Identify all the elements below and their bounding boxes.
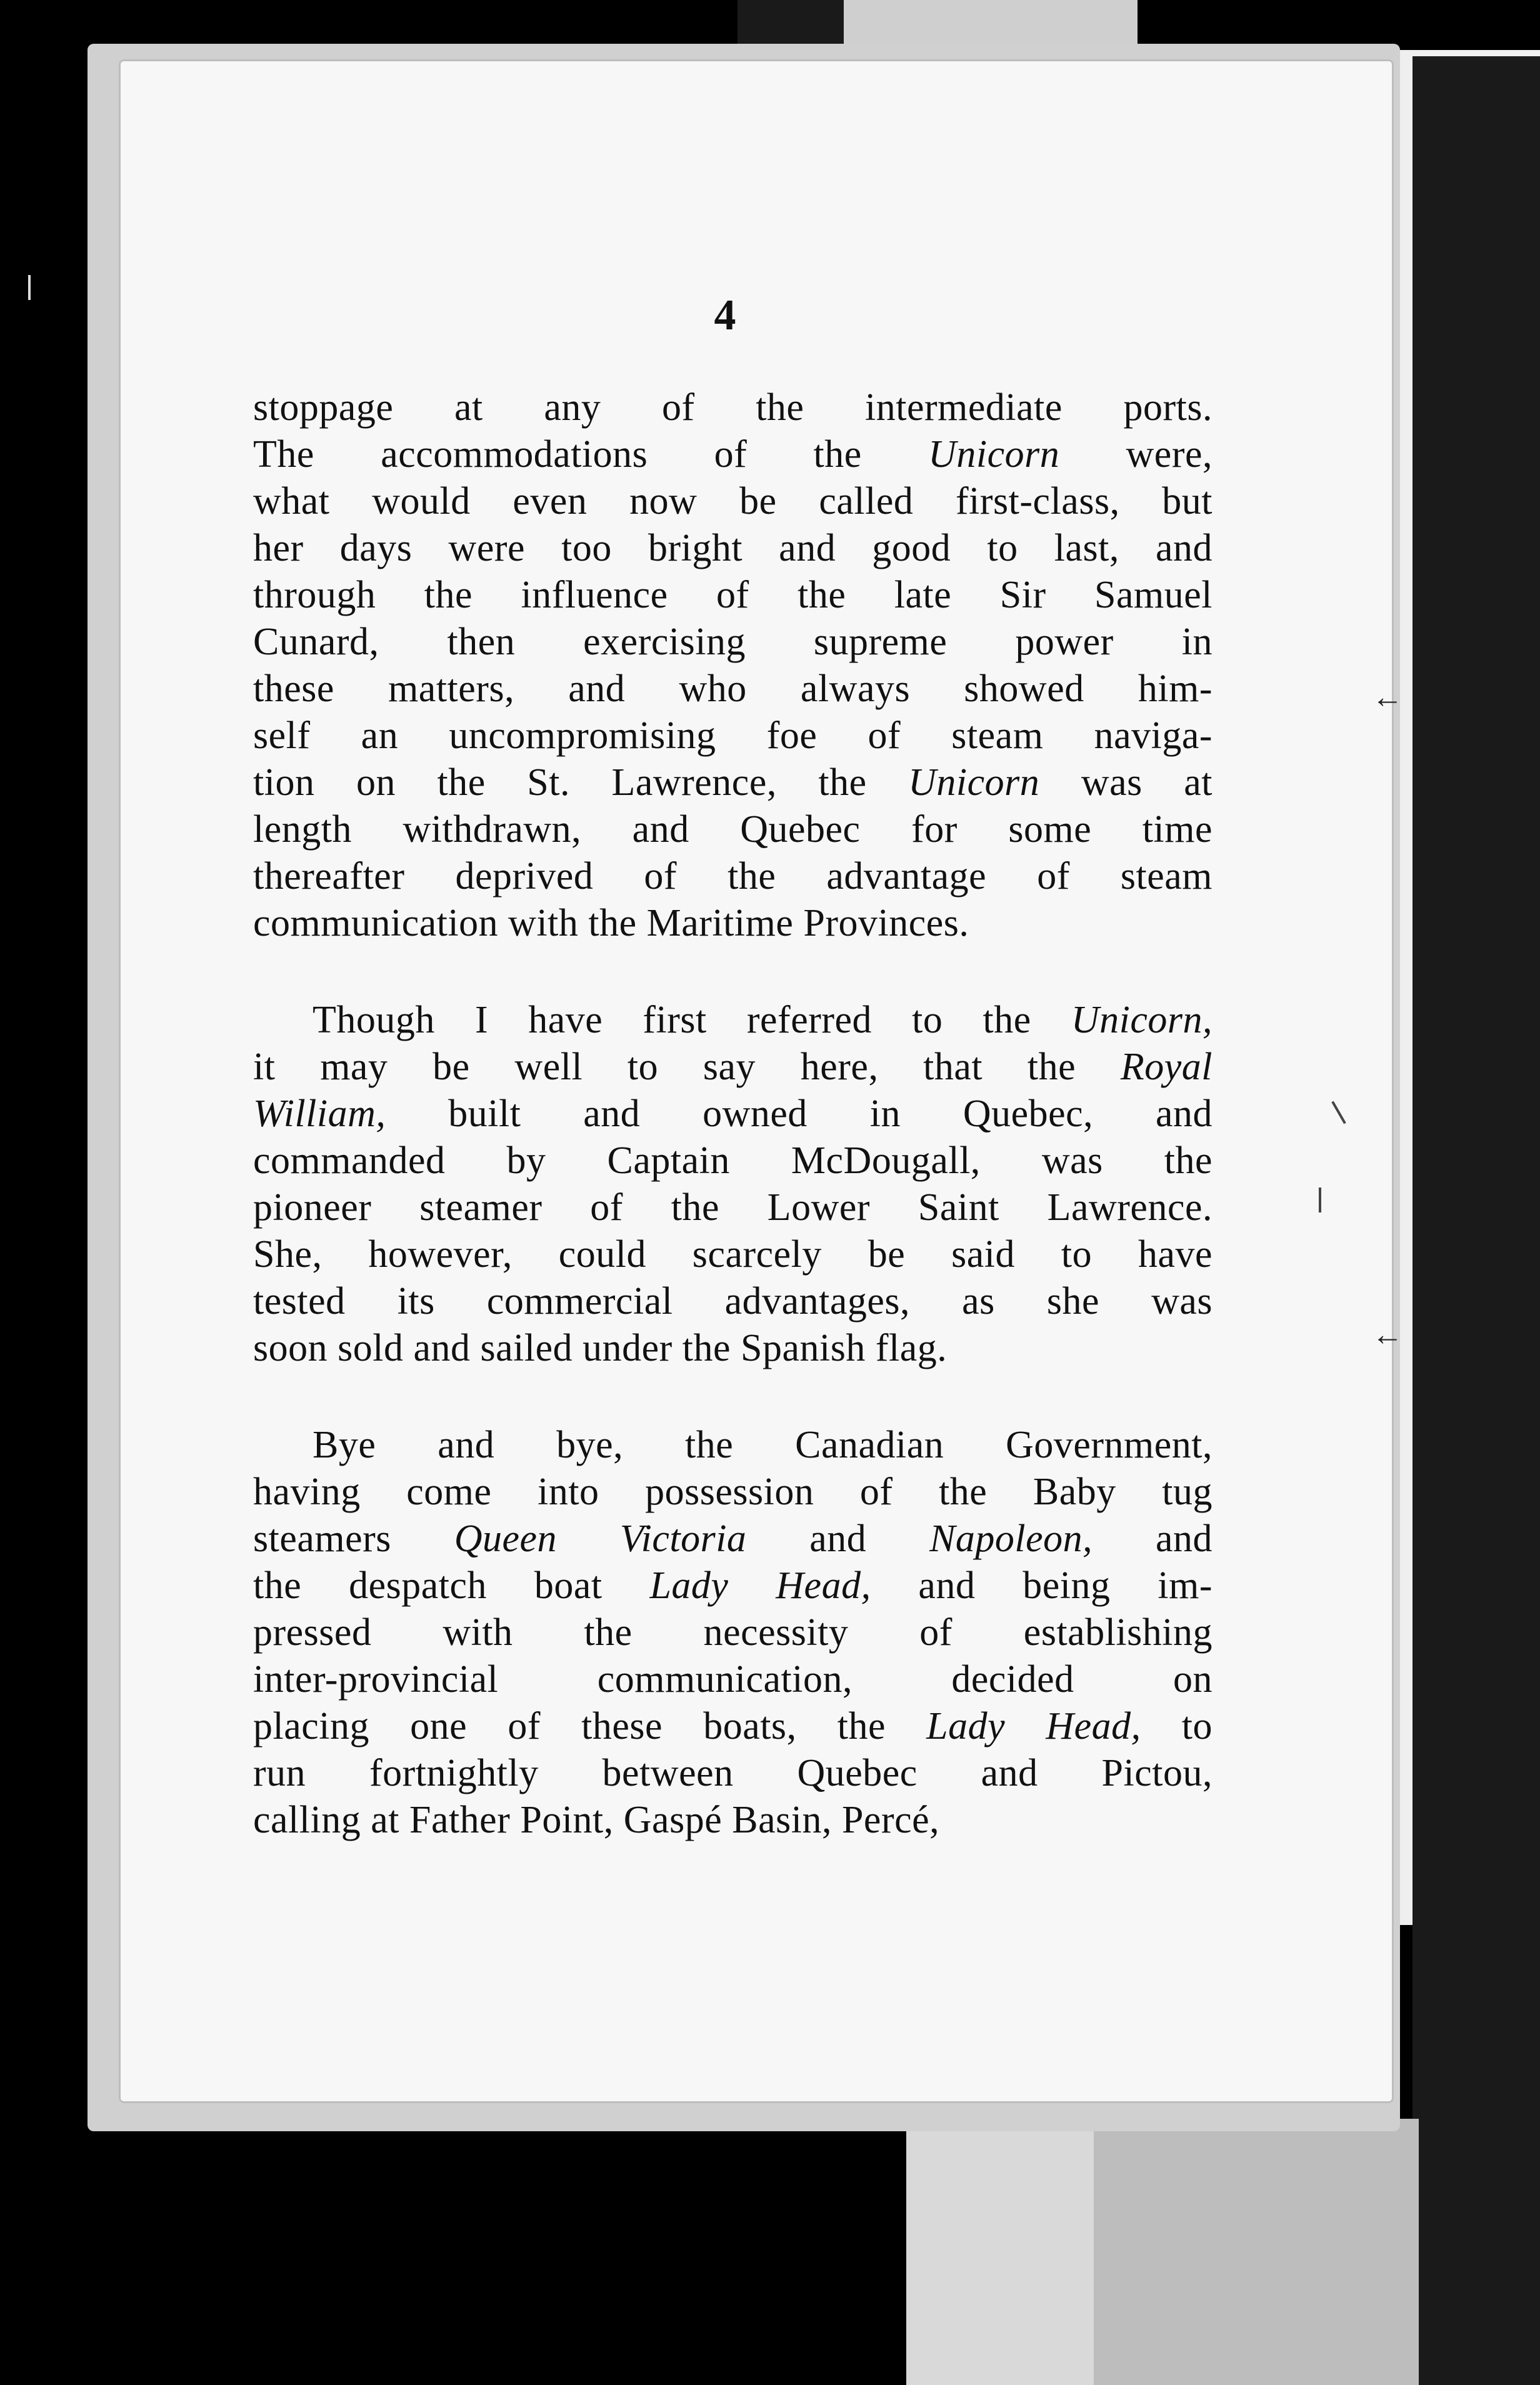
italic-text: Unicorn, (1071, 999, 1212, 1041)
text-line (253, 384, 1212, 431)
page-number: 4 (714, 291, 736, 339)
text-line (253, 1609, 1212, 1656)
text-run: Though I have first referred to the (312, 999, 1071, 1041)
text-line (253, 806, 1212, 853)
top-background-dark-strip (738, 0, 844, 50)
text-run: steamers (253, 1518, 454, 1560)
text-line (253, 1422, 1212, 1469)
margin-arrow-icon: ← (1372, 1317, 1403, 1352)
italic-text: Unicorn (908, 761, 1040, 804)
text-line (253, 1516, 1212, 1562)
italic-text: Queen Victoria (454, 1518, 747, 1560)
text-run: run fortnightly between Quebec and Pictou, (253, 1752, 1212, 1794)
text-run: tion on the St. Lawrence, the (253, 761, 909, 804)
text-run: it may be well to say here, that the (253, 1046, 1121, 1088)
right-background (1412, 56, 1540, 2385)
margin-tick-mark (28, 275, 31, 300)
text-line (253, 1091, 1212, 1138)
body-text (253, 384, 1212, 1844)
italic-text: Lady Head, (649, 1564, 871, 1607)
text-line (253, 900, 1212, 947)
text-line (253, 1469, 1212, 1516)
margin-arrow-icon: ← (1372, 679, 1403, 714)
text-run: stoppage at any of the intermediate ports. (253, 386, 1212, 429)
bottom-binding-strip-dark (1094, 2119, 1419, 2385)
text-run: these matters, and who always showed him- (253, 668, 1212, 710)
margin-tick-mark (1319, 1188, 1321, 1212)
text-run: built and owned in Quebec, and (386, 1092, 1212, 1135)
text-run: were, (1059, 433, 1212, 476)
text-run: inter-provincial communication, decided on (253, 1658, 1212, 1701)
text-line (253, 997, 1212, 1044)
text-line (253, 1278, 1212, 1325)
text-run: the despatch boat (253, 1564, 650, 1607)
text-line (253, 431, 1212, 478)
italic-text: Unicorn (928, 433, 1060, 476)
text-run: what would even now be called first-class, but (253, 480, 1212, 522)
text-run: pressed with the necessity of establishing (253, 1611, 1212, 1654)
paragraph (253, 1422, 1212, 1844)
text-line (253, 712, 1212, 759)
text-line (253, 1044, 1212, 1091)
paragraph (253, 997, 1212, 1372)
text-run: length withdrawn, and Quebec for some time (253, 808, 1212, 851)
text-run: Cunard, then exercising supreme power in (253, 621, 1212, 663)
text-run: soon sold and sailed under the Spanish flag. (253, 1327, 948, 1369)
text-line (253, 1656, 1212, 1703)
text-run: her days were too bright and good to last, and (253, 527, 1212, 569)
text-line (253, 1231, 1212, 1278)
text-run: commanded by Captain McDougall, was the (253, 1139, 1212, 1182)
italic-text: Napoleon, (929, 1518, 1093, 1560)
text-line (253, 759, 1212, 806)
text-line (253, 478, 1212, 525)
text-line (253, 572, 1212, 619)
text-line (253, 619, 1212, 666)
text-run: having come into possession of the Baby tug (253, 1471, 1212, 1513)
text-line (253, 1562, 1212, 1609)
text-run: Bye and bye, the Canadian Government, (312, 1424, 1212, 1466)
text-run: and (746, 1518, 930, 1560)
italic-text: Royal (1120, 1046, 1212, 1088)
text-run: tested its commercial advantages, as she was (253, 1280, 1212, 1322)
text-line (253, 666, 1212, 712)
text-run: and being im- (871, 1564, 1212, 1607)
text-run: to (1141, 1705, 1212, 1748)
text-run: The accommodations of the (253, 433, 929, 476)
text-run: self an uncompromising foe of steam naviga- (253, 714, 1212, 757)
text-run: through the influence of the late Sir Samuel (253, 574, 1212, 616)
text-line (253, 1138, 1212, 1184)
text-line (253, 1325, 1212, 1372)
italic-text: Lady Head, (926, 1705, 1141, 1748)
text-line (253, 1750, 1212, 1797)
text-run: calling at Father Point, Gaspé Basin, Percé, (253, 1799, 940, 1841)
text-line (253, 853, 1212, 900)
text-run: thereafter deprived of the advantage of steam (253, 855, 1212, 898)
text-line (253, 1703, 1212, 1750)
text-line (253, 525, 1212, 572)
text-run: was at (1039, 761, 1213, 804)
text-run: pioneer steamer of the Lower Saint Lawrence. (253, 1186, 1212, 1229)
text-run: She, however, could scarcely be said to have (253, 1233, 1212, 1276)
text-line (253, 1184, 1212, 1231)
italic-text: William, (253, 1092, 386, 1135)
bottom-binding-strip (906, 2119, 1094, 2385)
text-run: placing one of these boats, the (253, 1705, 927, 1748)
paragraph (253, 384, 1212, 947)
text-run: communication with the Maritime Provinces. (253, 902, 969, 944)
text-line (253, 1797, 1212, 1844)
text-run: and (1092, 1518, 1212, 1560)
